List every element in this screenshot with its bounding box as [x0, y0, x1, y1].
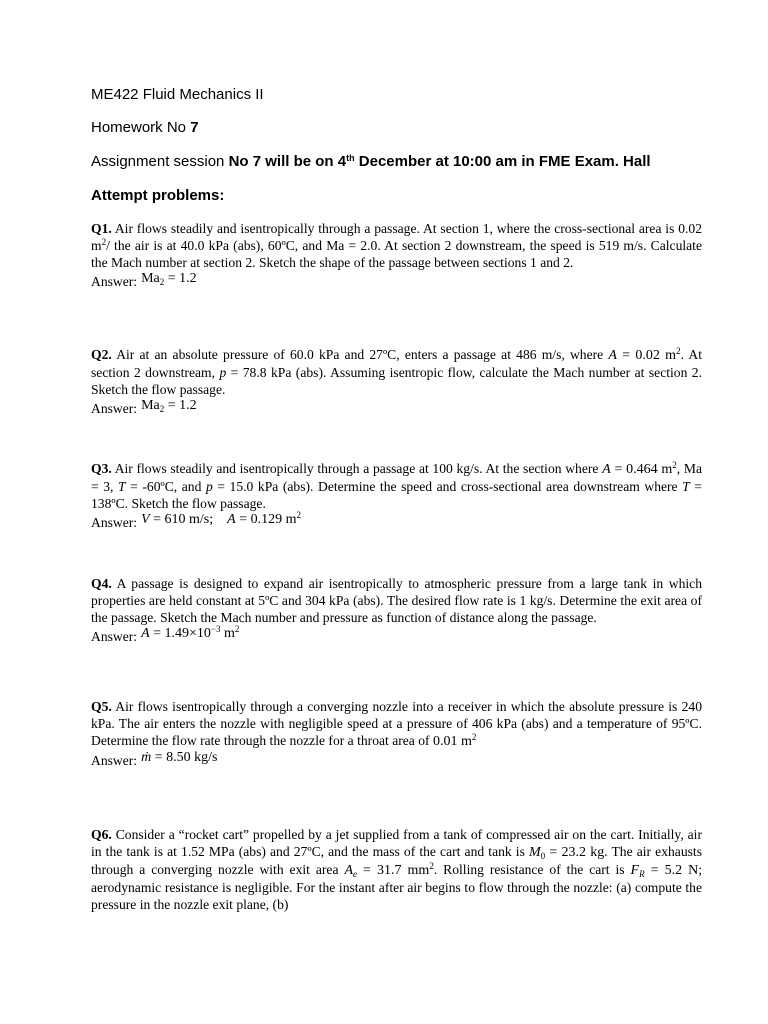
question-2-text: Q2. Air at an absolute pressure of 60.0 kPa and 27ºC, enters a passage at 486 m/s, where A = 0.02 $m^2$. At section 2 downstream, p = 78.8 kPa (abs). Assuming isentropic flow, calculate the Mach number at section 2. Sketch the flow passage. [91, 346, 702, 397]
attempt-heading: Attempt problems: [91, 187, 225, 204]
question-3-text: Q3. Air flows steadily and isentropically through a passage at 100 kg/s. At the section where A = 0.464 $m^2$, Ma = 3, T = -60ºC, and p = 15.0 kPa (abs). Determine the speed and cross-sectional area downstream where T = 138ºC. Sketch the flow passage. [91, 460, 702, 511]
question-6 [91, 826, 702, 913]
question-3 [91, 460, 702, 532]
question-3-answer: Answer: V = 610 m/s; A = 0.129 $m^2$ [91, 510, 301, 530]
question-5 [91, 698, 702, 770]
question-4-text: Q4. A passage is designed to expand air isentropically to atmospheric pressure from a large tank in which properties are held constant at 5ºC and 304 kPa (abs). The desired flow rate is 1 kg/s. Determine the exit area of the passage. Sketch the Mach number and pressure as function of distance along the passage. [91, 576, 702, 625]
question-6-text: Q6. Consider a “rocket cart” propelled by a jet supplied from a tank of compressed air on the cart. Initially, air in the tank is at 1.52 MPa (abs) and 27ºC, and the mass of the cart and tank is $M_0 = 23.2$ kg. The air exhausts through a converging nozzle with exit area $A_e = 31.7$ $mm^2$. Rolling resistance of the cart is $F_R = 5.2$ N; aerodynamic resistance is negligible. For the instant after air begins to flow through the nozzle: (a) compute the pressure in the nozzle exit plane, (b) [91, 827, 702, 912]
question-1-answer: Answer: $Ma_2 = 1.2$ [91, 271, 197, 289]
question-2 [91, 346, 702, 418]
question-4-answer: Answer: $A = 1.49\times 10^{-3}$ $m^2$ [91, 624, 240, 644]
homework-number: 7 [190, 119, 199, 136]
question-4 [91, 575, 702, 646]
assignment-session: Assignment session No 7 will be on 4th December at 10:00 am in FME Exam. Hall [91, 153, 651, 170]
course-title: ME422 Fluid Mechanics II [91, 86, 264, 103]
question-1 [91, 220, 702, 291]
question-2-answer: Answer: $Ma_2 = 1.2$ [91, 398, 197, 416]
homework-title: Homework No 7 [91, 119, 199, 136]
question-1-text: Q1. Air flows steadily and isentropically through a passage. At section 1, where the cross-sectional area is 0.02 $m^2/$ the air is at 40.0 kPa (abs), 60ºC, and Ma = 2.0. At section 2 downstream, the speed is 519 m/s. Calculate the Mach number at section 2. Sketch the shape of the passage between sections 1 and 2. [91, 221, 702, 270]
question-5-answer: Answer: ṁ = 8.50 kg/s [91, 750, 218, 768]
question-5-text: Q5. Air flows isentropically through a converging nozzle into a receiver in which the absolute pressure is 240 kPa. The air enters the nozzle with negligible speed at a pressure of 406 kPa (abs) and a temperature of 95ºC. Determine the flow rate through the nozzle for a throat area of 0.01 $m^2$ [91, 699, 702, 749]
